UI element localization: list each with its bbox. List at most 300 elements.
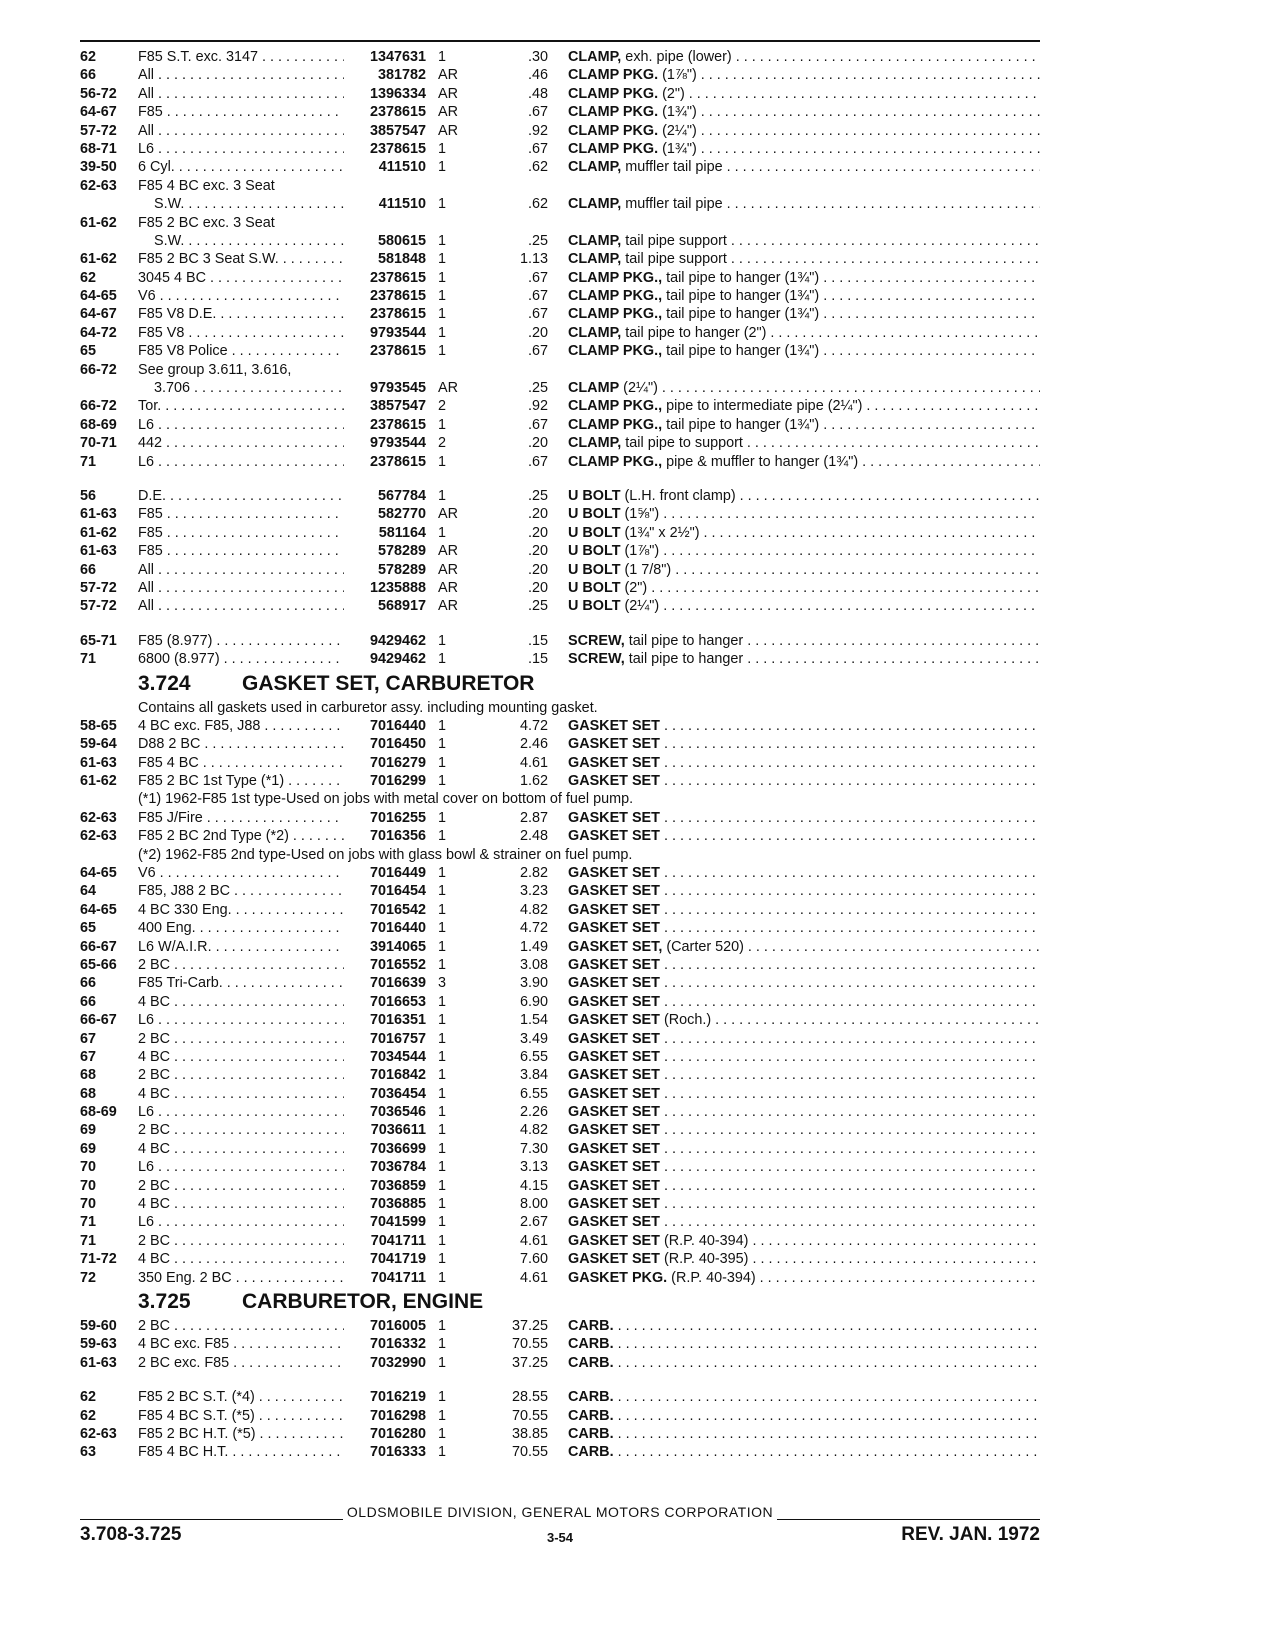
quantity: 1 <box>438 736 447 753</box>
part-name: GASKET SET <box>568 1012 660 1029</box>
list-price: 2.26 <box>519 1104 548 1121</box>
application-text: 4 BC <box>138 1251 170 1268</box>
list-price: 4.72 <box>519 717 548 734</box>
model-year: 71 <box>80 651 97 668</box>
part-number: 2378615 <box>369 269 426 286</box>
application-text: D.E. <box>138 487 166 504</box>
description <box>548 754 1040 772</box>
part-number: 1235888 <box>369 579 426 596</box>
description <box>548 1103 1040 1121</box>
part-detail: tail pipe to hanger <box>624 651 744 668</box>
part-number: 7016450 <box>369 736 426 753</box>
description <box>548 1011 1040 1029</box>
part-row <box>80 1085 1040 1103</box>
part-row <box>80 232 1040 250</box>
application <box>138 1048 344 1066</box>
description <box>548 993 1040 1011</box>
description <box>548 324 1040 342</box>
description <box>548 214 1040 232</box>
part-row <box>80 361 1040 379</box>
quantity: 2 <box>438 398 447 415</box>
part-row <box>80 864 1040 882</box>
part-name: CLAMP, <box>568 232 622 249</box>
list-price: 4.82 <box>519 1122 548 1139</box>
part-row <box>80 177 1040 195</box>
list-price: 1.62 <box>519 773 548 790</box>
part-number <box>344 361 426 379</box>
description <box>548 579 1040 597</box>
part-number: 9429462 <box>369 632 426 649</box>
part-row <box>80 735 1040 753</box>
model-year: 66-72 <box>80 398 117 415</box>
application-text: F85 <box>138 104 163 121</box>
model-year: 66 <box>80 561 97 578</box>
model-year: 64-65 <box>80 865 117 882</box>
application <box>138 324 344 342</box>
part-detail: (2¼") <box>658 122 697 139</box>
model-year: 66-67 <box>80 1012 117 1029</box>
part-name: GASKET SET <box>568 883 660 900</box>
description <box>548 379 1040 397</box>
quantity: 1 <box>438 883 447 900</box>
part-number: 7036611 <box>370 1122 426 1139</box>
application <box>138 1085 344 1103</box>
list-price: .92 <box>527 122 548 139</box>
model-year: 64-67 <box>80 306 117 323</box>
description <box>548 827 1040 845</box>
description <box>548 177 1040 195</box>
list-price: 3.84 <box>519 1067 548 1084</box>
part-row <box>80 542 1040 560</box>
part-number: 2378615 <box>369 343 426 360</box>
description <box>548 250 1040 268</box>
part-number: 580615 <box>377 232 426 249</box>
part-name: GASKET SET <box>568 956 660 973</box>
part-number: 9793545 <box>369 380 426 397</box>
part-detail: (2¼") <box>619 380 658 397</box>
description <box>548 1317 1040 1335</box>
quantity: 1 <box>438 306 447 323</box>
part-name: CLAMP PKG., <box>568 288 663 305</box>
part-number: 2378615 <box>369 288 426 305</box>
quantity: 1 <box>438 754 447 771</box>
part-number: 7016653 <box>369 993 426 1010</box>
part-name: GASKET SET <box>568 901 660 918</box>
model-year: 66 <box>80 975 97 992</box>
list-price: 2.87 <box>519 809 548 826</box>
model-year: 57-72 <box>80 579 117 596</box>
description <box>548 809 1040 827</box>
quantity: 1 <box>438 938 447 955</box>
quantity: 1 <box>438 865 447 882</box>
part-detail: pipe to intermediate pipe (2¼") <box>662 398 863 415</box>
part-name: GASKET SET <box>568 993 660 1010</box>
description <box>548 1140 1040 1158</box>
part-name: GASKET SET <box>568 717 660 734</box>
part-row <box>80 122 1040 140</box>
quantity: 1 <box>438 416 447 433</box>
quantity: 1 <box>438 343 447 360</box>
application-text: All <box>138 579 154 596</box>
application <box>138 1030 344 1048</box>
quantity: 1 <box>438 251 447 268</box>
model-year: 58-65 <box>80 717 117 734</box>
description <box>548 397 1040 415</box>
part-row <box>80 1317 1040 1335</box>
part-name: CLAMP, <box>568 324 622 341</box>
description <box>548 1177 1040 1195</box>
application-text: L6 <box>138 1159 155 1176</box>
application <box>138 1158 344 1176</box>
model-year: 61-62 <box>80 214 117 231</box>
application <box>138 1407 344 1425</box>
application-text: 6 Cyl. <box>138 159 175 176</box>
model-year: 61-62 <box>80 251 117 268</box>
description <box>548 1443 1040 1461</box>
part-detail: (2") <box>658 85 685 102</box>
description <box>548 140 1040 158</box>
part-number: 1396334 <box>369 85 426 102</box>
part-number: 7016219 <box>369 1389 426 1406</box>
model-year: 65 <box>80 343 97 360</box>
application <box>138 1250 344 1268</box>
part-detail: tail pipe to hanger <box>624 632 744 649</box>
description <box>548 1195 1040 1213</box>
part-detail: (1 7/8") <box>620 561 672 578</box>
list-price: .20 <box>527 579 548 596</box>
list-price: .67 <box>527 306 548 323</box>
part-name: CLAMP PKG., <box>568 398 663 415</box>
part-row <box>80 1048 1040 1066</box>
part-name: GASKET SET <box>568 1196 660 1213</box>
list-price: .62 <box>527 159 548 176</box>
part-number: 9793544 <box>369 435 426 452</box>
model-year: 57-72 <box>80 122 117 139</box>
quantity: AR <box>438 104 458 121</box>
part-row <box>80 632 1040 650</box>
part-name: SCREW, <box>568 651 625 668</box>
application-text: F85 <box>138 524 163 541</box>
description <box>548 1085 1040 1103</box>
part-detail: (2¼") <box>620 598 660 615</box>
list-price: .25 <box>527 232 548 249</box>
model-year: 70-71 <box>80 435 117 452</box>
part-number: 411510 <box>378 159 426 176</box>
part-name: U BOLT <box>568 543 621 560</box>
part-row <box>80 1030 1040 1048</box>
part-name: U BOLT <box>568 524 621 541</box>
part-number: 581848 <box>377 251 426 268</box>
part-number: 578289 <box>377 543 426 560</box>
part-number: 7016440 <box>369 717 426 734</box>
part-detail: (L.H. front clamp) <box>620 487 736 504</box>
part-number: 381782 <box>377 67 426 84</box>
part-row <box>80 882 1040 900</box>
quantity: 1 <box>438 49 447 65</box>
section-title: CARBURETOR, ENGINE <box>242 1290 484 1313</box>
quantity <box>426 177 478 195</box>
list-price: 70.55 <box>511 1444 548 1461</box>
application-text: 3.706 <box>154 380 191 397</box>
description <box>548 882 1040 900</box>
application <box>138 48 344 66</box>
part-row <box>80 48 1040 66</box>
application <box>138 1335 344 1353</box>
part-name: GASKET SET <box>568 773 660 790</box>
application-text: F85 2 BC 1st Type (*1) <box>138 773 285 790</box>
part-detail: tail pipe to hanger (1¾") <box>662 269 820 286</box>
part-name: GASKET SET <box>568 1251 660 1268</box>
application-text: F85 <box>138 506 163 523</box>
part-row <box>80 1232 1040 1250</box>
part-row <box>80 1354 1040 1372</box>
part-row <box>80 1443 1040 1461</box>
part-detail: (1⅝") <box>620 506 660 523</box>
part-detail: (1⅞") <box>620 543 660 560</box>
description <box>548 453 1040 471</box>
list-price: .15 <box>527 632 548 649</box>
application-text: 4 BC <box>138 1085 170 1102</box>
description <box>548 1048 1040 1066</box>
part-number: 7016356 <box>369 828 426 845</box>
model-year: 64-67 <box>80 104 117 121</box>
quantity: 1 <box>438 1140 447 1157</box>
part-number: 7016440 <box>369 920 426 937</box>
part-name: CLAMP PKG., <box>568 306 663 323</box>
section-number: 3.725 <box>138 1290 191 1313</box>
list-price: .67 <box>527 140 548 157</box>
application <box>138 542 344 560</box>
application <box>138 140 344 158</box>
application <box>138 158 344 176</box>
model-year: 70 <box>80 1177 97 1194</box>
part-name: CARB. <box>568 1336 614 1353</box>
part-detail: tail pipe to hanger (1¾") <box>662 416 820 433</box>
model-year: 62 <box>80 49 97 65</box>
application <box>138 1443 344 1461</box>
part-number: 581164 <box>378 524 426 541</box>
model-year: 72 <box>80 1269 97 1286</box>
part-number: 9793544 <box>369 324 426 341</box>
list-price: .20 <box>527 524 548 541</box>
part-name: CLAMP, <box>568 196 622 213</box>
part-row <box>80 397 1040 415</box>
application <box>138 1425 344 1443</box>
part-name: U BOLT <box>568 579 621 596</box>
application <box>138 717 344 735</box>
part-number: 9429462 <box>369 651 426 668</box>
application-text: F85 2 BC H.T. (*5) <box>138 1425 256 1442</box>
application-text: 2 BC exc. F85 <box>138 1354 230 1371</box>
part-row <box>80 158 1040 176</box>
model-year: 62-63 <box>80 809 117 826</box>
part-name: GASKET SET <box>568 1104 660 1121</box>
application-text: F85 J/Fire <box>138 809 203 826</box>
application-text: V6 <box>138 288 156 305</box>
application <box>138 397 344 415</box>
part-row <box>80 250 1040 268</box>
quantity: 1 <box>438 1122 447 1139</box>
application <box>138 864 344 882</box>
quantity: AR <box>438 598 458 615</box>
list-price: 8.00 <box>519 1196 548 1213</box>
application <box>138 1177 344 1195</box>
application <box>138 269 344 287</box>
part-name: GASKET SET <box>568 865 660 882</box>
model-year: 66 <box>80 993 97 1010</box>
list-price: 2.46 <box>519 736 548 753</box>
part-name: CLAMP, <box>568 435 622 452</box>
part-name: GASKET SET <box>568 754 660 771</box>
clamp-list <box>80 48 1040 471</box>
application <box>138 66 344 84</box>
quantity: 1 <box>438 524 447 541</box>
quantity: AR <box>438 506 458 523</box>
application <box>138 1213 344 1231</box>
part-row <box>80 1177 1040 1195</box>
list-price: 2.67 <box>519 1214 548 1231</box>
part-row <box>80 1195 1040 1213</box>
part-row <box>80 1103 1040 1121</box>
quantity: 1 <box>438 159 447 176</box>
application-text: F85 2 BC S.T. (*4) <box>138 1389 255 1406</box>
part-name: GASKET SET <box>568 1159 660 1176</box>
application <box>138 214 344 232</box>
application-text: F85 4 BC exc. 3 Seat <box>138 177 275 194</box>
part-name: GASKET SET <box>568 1122 660 1139</box>
part-name: CLAMP, <box>568 159 622 176</box>
description <box>548 66 1040 84</box>
model-year: 57-72 <box>80 598 117 615</box>
application <box>138 974 344 992</box>
part-number: 7041711 <box>370 1269 426 1286</box>
application-text: F85 V8 Police <box>138 343 228 360</box>
description <box>548 956 1040 974</box>
part-number: 7016351 <box>369 1012 426 1029</box>
description <box>548 1407 1040 1425</box>
part-detail: tail pipe to hanger (1¾") <box>662 288 820 305</box>
part-row <box>80 269 1040 287</box>
application <box>138 938 344 956</box>
list-price: .20 <box>527 324 548 341</box>
list-price: 37.25 <box>511 1354 548 1371</box>
part-row <box>80 1121 1040 1139</box>
quantity: 1 <box>438 1030 447 1047</box>
part-number: 7016255 <box>369 809 426 826</box>
model-year: 61-63 <box>80 1354 117 1371</box>
part-detail: (R.P. 40-394) <box>667 1269 756 1286</box>
part-detail: tail pipe to support <box>621 435 743 452</box>
part-name: GASKET SET <box>568 1232 660 1249</box>
application-text: 2 BC <box>138 1177 170 1194</box>
quantity: 1 <box>438 324 447 341</box>
part-row <box>80 827 1040 845</box>
quantity: AR <box>438 543 458 560</box>
quantity: 1 <box>438 1251 447 1268</box>
part-name: GASKET SET <box>568 736 660 753</box>
list-price: 7.30 <box>519 1140 548 1157</box>
quantity: 1 <box>438 487 447 504</box>
quantity: 1 <box>438 920 447 937</box>
part-number: 578289 <box>377 561 426 578</box>
part-number: 7016552 <box>369 956 426 973</box>
part-detail: tail pipe to hanger (1¾") <box>662 306 820 323</box>
list-price: .25 <box>527 380 548 397</box>
application-text: 3045 4 BC <box>138 269 207 286</box>
model-year: 62 <box>80 1407 97 1424</box>
part-row <box>80 1425 1040 1443</box>
model-year: 61-63 <box>80 506 117 523</box>
part-name: GASKET SET <box>568 809 660 826</box>
part-name: CLAMP, <box>568 251 622 268</box>
part-name: CARB. <box>568 1354 614 1371</box>
model-year: 68-69 <box>80 416 117 433</box>
description <box>548 1250 1040 1268</box>
list-price: .67 <box>527 416 548 433</box>
list-price: 4.61 <box>519 754 548 771</box>
part-row <box>80 379 1040 397</box>
part-name: GASKET SET <box>568 1067 660 1084</box>
list-price: .67 <box>527 288 548 305</box>
part-number: 1347631 <box>369 49 426 65</box>
application-text: V6 <box>138 865 156 882</box>
application-text: Tor. <box>138 398 162 415</box>
part-row <box>80 342 1040 360</box>
description <box>548 361 1040 379</box>
application-text: 4 BC 330 Eng. <box>138 901 232 918</box>
part-name: U BOLT <box>568 487 621 504</box>
application <box>138 250 344 268</box>
model-year: 67 <box>80 1048 97 1065</box>
quantity: 1 <box>438 269 447 286</box>
part-number: 2378615 <box>369 306 426 323</box>
application <box>138 579 344 597</box>
part-name: CLAMP PKG. <box>568 85 659 102</box>
part-name: GASKET SET <box>568 1177 660 1194</box>
list-price: .25 <box>527 598 548 615</box>
application-text: 4 BC exc. F85 <box>138 1336 230 1353</box>
application-text: S.W. <box>154 196 185 213</box>
part-name: CLAMP PKG. <box>568 122 659 139</box>
list-price: 37.25 <box>511 1318 548 1334</box>
model-year: 64-65 <box>80 288 117 305</box>
model-year: 64-72 <box>80 324 117 341</box>
application-text: S.W. <box>154 232 185 249</box>
quantity: 1 <box>438 651 447 668</box>
gasket-list <box>80 864 1040 1287</box>
list-price: 6.90 <box>519 993 548 1010</box>
part-name: U BOLT <box>568 561 621 578</box>
part-detail: tail pipe to hanger (1¾") <box>662 343 820 360</box>
application-text: 400 Eng. <box>138 920 196 937</box>
description <box>548 772 1040 790</box>
part-name: CLAMP PKG., <box>568 269 663 286</box>
list-price: 70.55 <box>511 1336 548 1353</box>
part-detail: (Roch.) <box>659 1012 712 1029</box>
description <box>548 735 1040 753</box>
carburetor-list <box>80 1317 1040 1372</box>
part-name: GASKET SET, <box>568 938 663 955</box>
application <box>138 361 344 379</box>
part-row <box>80 561 1040 579</box>
list-price: .46 <box>527 67 548 84</box>
description <box>548 974 1040 992</box>
part-row <box>80 287 1040 305</box>
quantity: 1 <box>438 1389 447 1406</box>
application-text: F85 4 BC S.T. (*5) <box>138 1407 255 1424</box>
part-row <box>80 1158 1040 1176</box>
application <box>138 416 344 434</box>
